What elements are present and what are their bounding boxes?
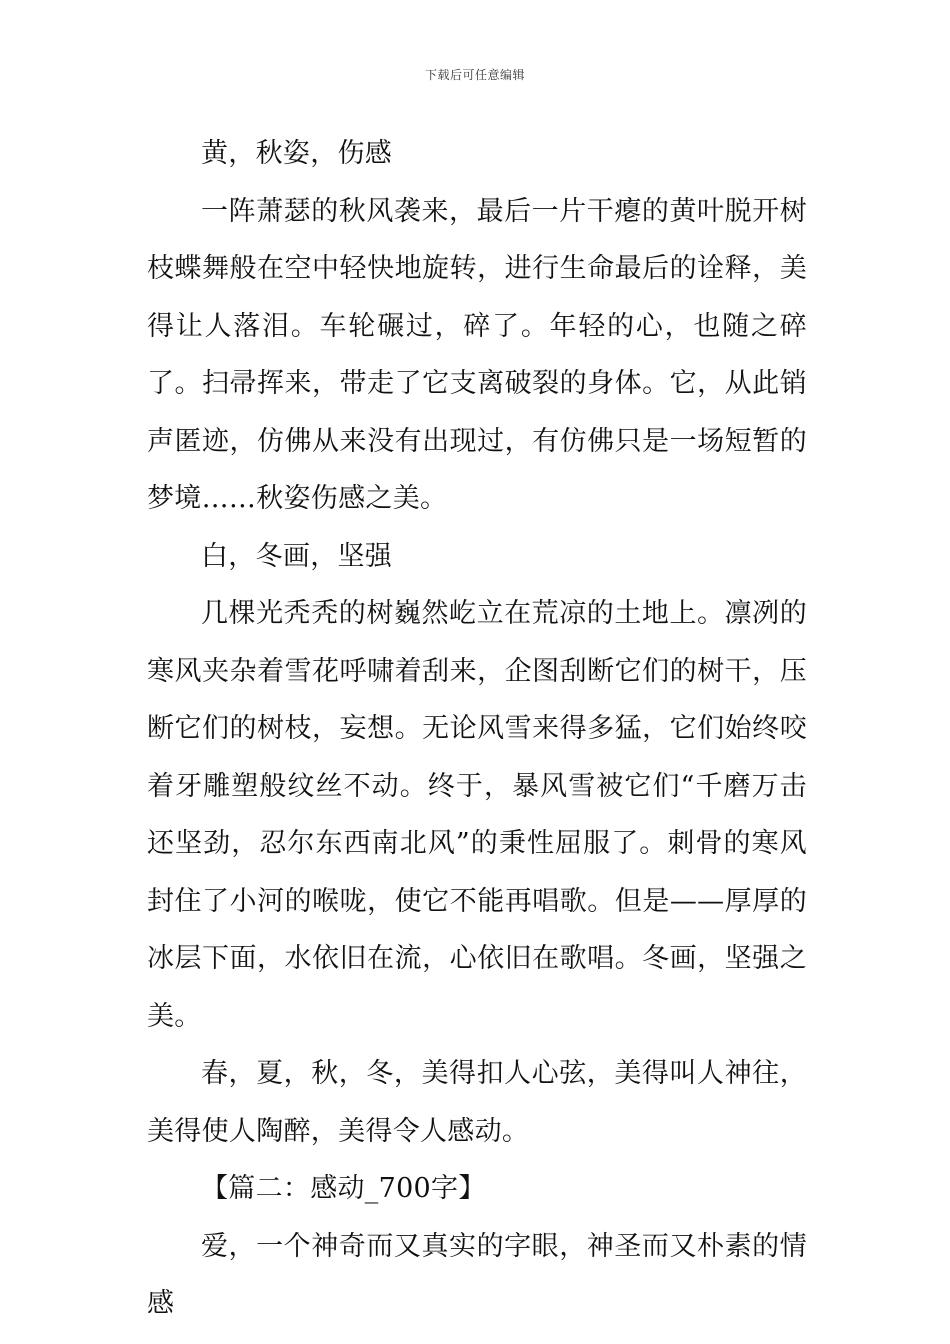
paragraph-winter-heading: 白，冬画，坚强 <box>201 540 393 572</box>
paragraph-autumn-body: 一阵萧瑟的秋风袭来，最后一片干瘪的黄叶脱开树枝蝶舞般在空中轻快地旋转，进行生命最后的诠释，美得让人落泪。车轮碾过，碎了。年轻的心，也随之碎了。扫帚挥来，带走了它支离破裂的身体。它，从此销声匿迹，仿佛从来没有出现过，有仿佛只是一场短暂的梦境……秋姿伤感之美。 <box>147 195 807 514</box>
paragraph-love-opening: 爱，一个神奇而又真实的字眼，神圣而又朴素的情感 <box>147 1230 807 1319</box>
section-heading-part-two: 【篇二：感动_700字】 <box>201 1173 486 1204</box>
document-body <box>147 125 807 1333</box>
paragraph-winter-body: 几棵光秃秃的树巍然屹立在荒凉的土地上。凛冽的寒风夹杂着雪花呼啸着刮来，企图刮断它们的树干，压断它们的树枝，妄想。无论风雪来得多猛，它们始终咬着牙雕塑般纹丝不动。终于，暴风雪被它们“千磨万击还坚劲，忍尔东西南北风”的秉性屈服了。刺骨的寒风封住了小河的喉咙，使它不能再唱歌。但是——厚厚的冰层下面，水依旧在流，心依旧在歌唱。冬画，坚强之美。 <box>147 598 807 1032</box>
paragraph-seasons-summary: 春，夏，秋，冬，美得扣人心弦，美得叫人神往，美得使人陶醉，美得令人感动。 <box>147 1058 807 1147</box>
paragraph-autumn-heading: 黄，秋姿，伤感 <box>201 138 393 169</box>
header-note: 下载后可任意编辑 <box>424 68 525 82</box>
